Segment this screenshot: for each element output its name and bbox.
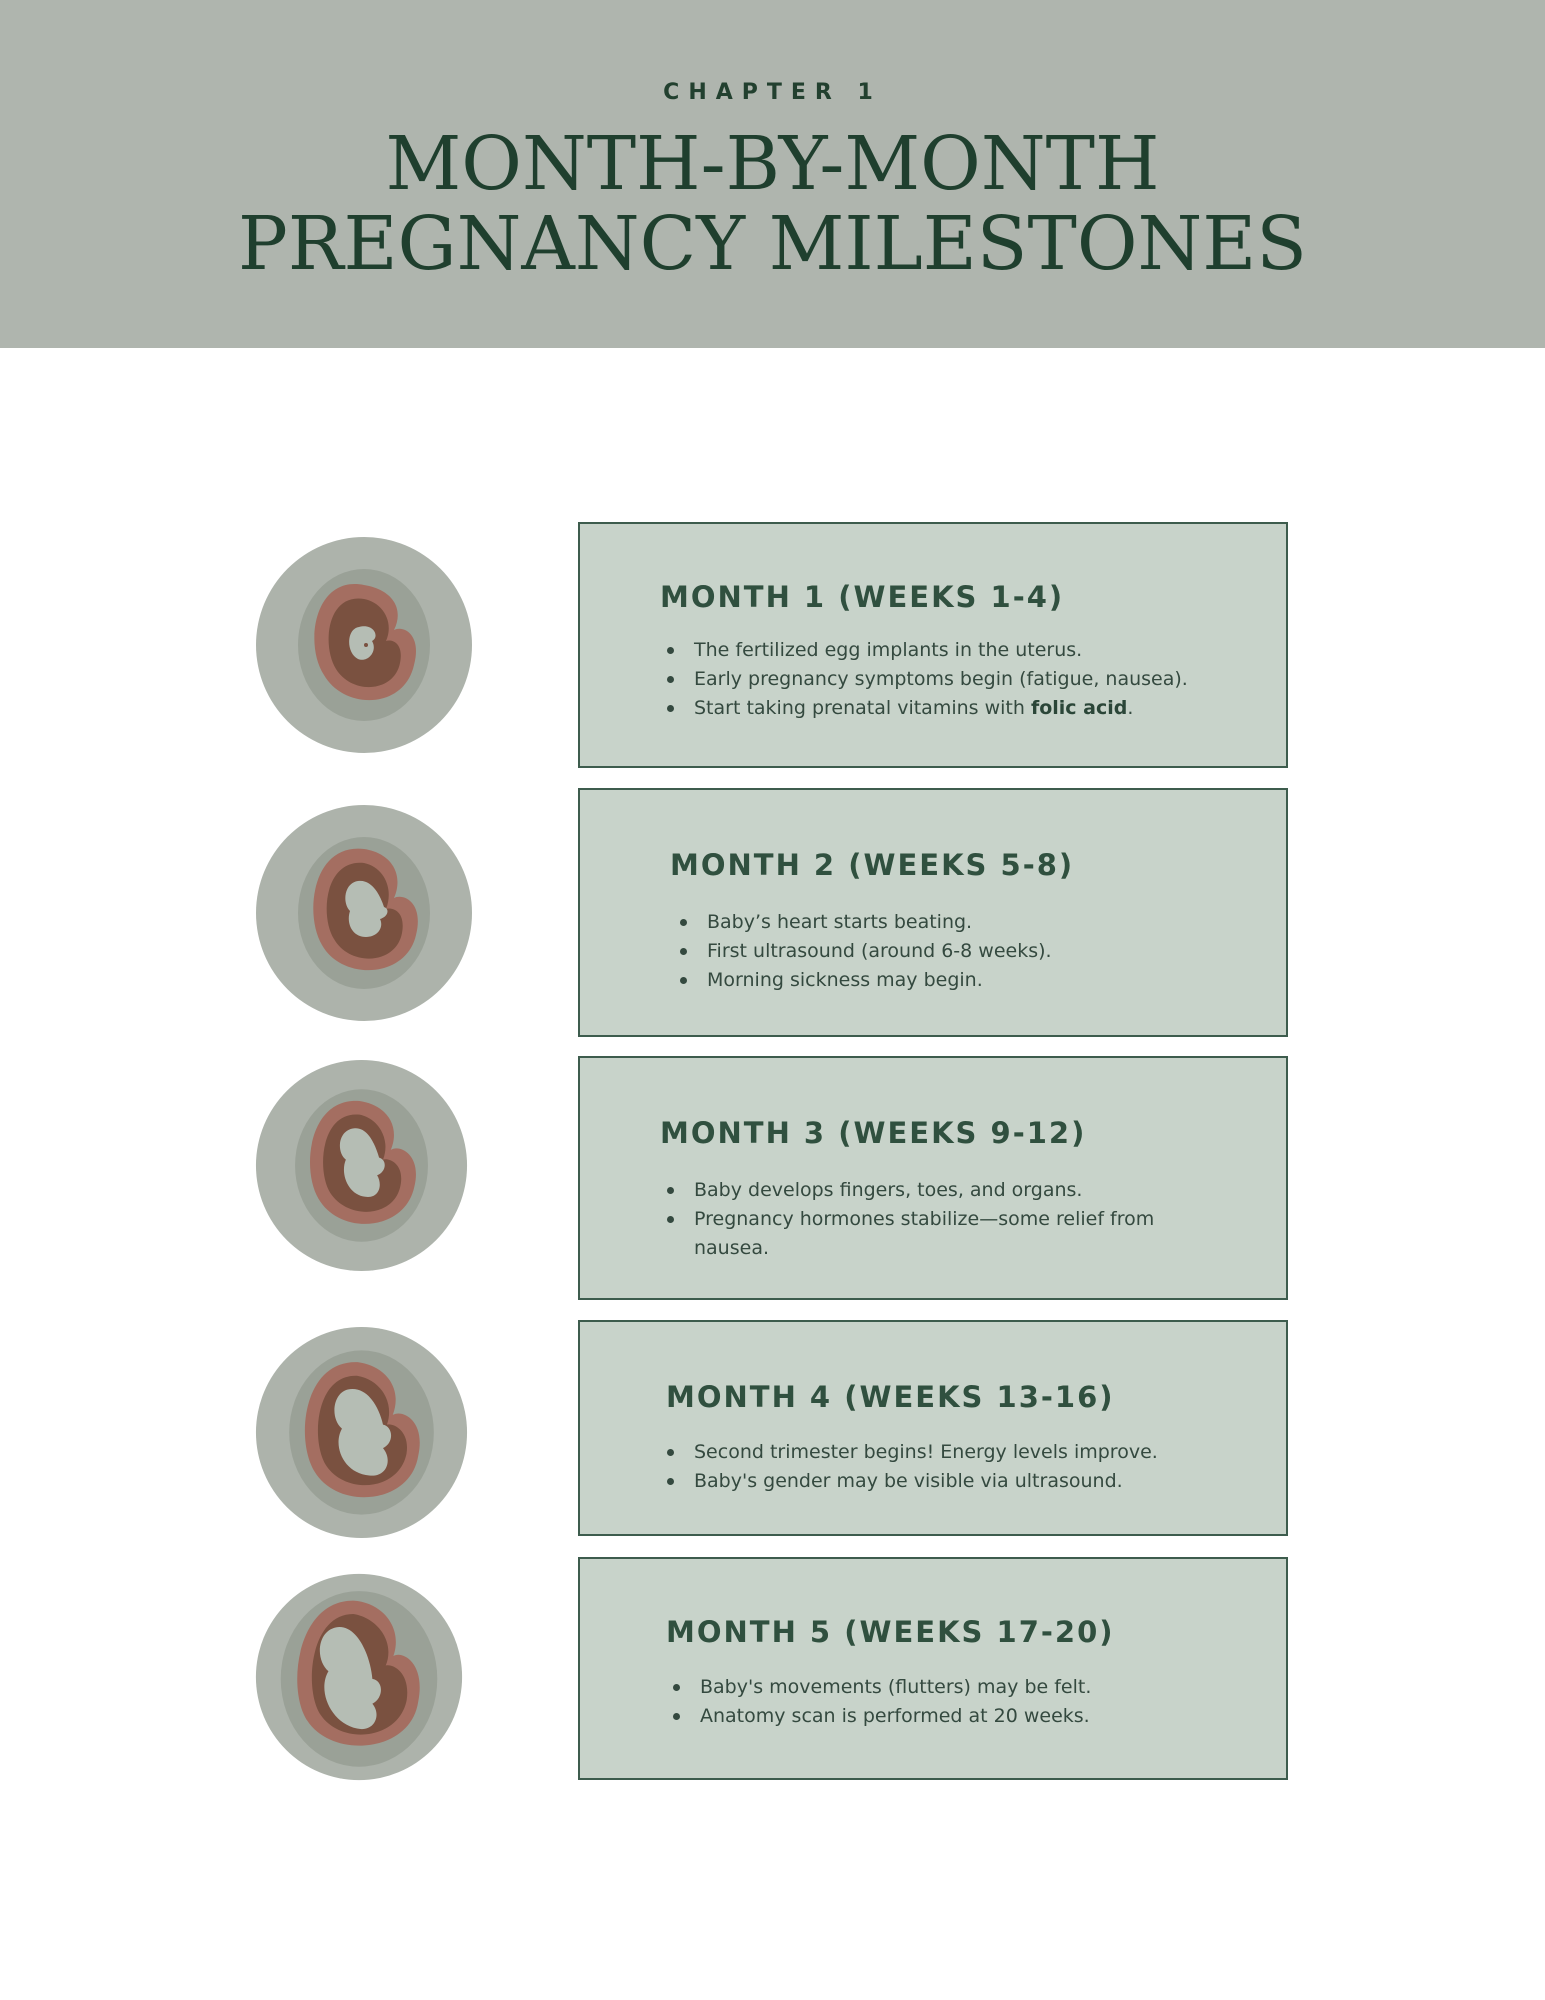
bullet-text: The fertilized egg implants in the uterus. [694,639,1083,661]
fetus-month-2-illustration [254,803,474,1023]
bullet-text: Baby’s heart starts beating. [707,911,973,933]
page-title-line-1: MONTH-BY-MONTH [385,121,1160,207]
list-item [700,1673,1220,1702]
month-5-card [578,1557,1288,1780]
page-title-line-2: PREGNANCY MILESTONES [238,201,1307,287]
list-item [694,1176,1214,1205]
bullet-text: First ultrasound (around 6-8 weeks). [707,940,1052,962]
list-item [694,1205,1214,1263]
bullet-text: Anatomy scan is performed at 20 weeks. [700,1705,1090,1727]
month-5-bullet-list [700,1673,1220,1731]
bullet-text: Morning sickness may begin. [707,969,983,991]
list-item [694,665,1214,694]
month-2-card [578,788,1288,1037]
list-item [694,1438,1214,1467]
bullet-suffix: . [1127,697,1134,719]
list-item [694,1467,1214,1496]
list-item [700,1702,1220,1731]
month-5-title: MONTH 5 (WEEKS 17-20) [666,1615,1115,1649]
bullet-dot [667,1187,674,1194]
month-4-title: MONTH 4 (WEEKS 13-16) [666,1380,1115,1414]
bullet-text: Pregnancy hormones stabilize—some relief from nausea. [694,1208,1155,1259]
month-2-bullet-list [707,908,1227,995]
bullet-dot [667,676,674,683]
fetus-month-4-illustration [254,1325,469,1540]
month-4-card [578,1320,1288,1536]
month-1-bullet-list [694,636,1214,723]
bullet-text: Start taking prenatal vitamins with [694,697,1031,719]
fetus-month-3-illustration [254,1058,469,1273]
bullet-text: Baby's gender may be visible via ultrasound. [694,1470,1123,1492]
bullet-text: Early pregnancy symptoms begin (fatigue, nausea). [694,668,1188,690]
bullet-text: Baby develops fingers, toes, and organs. [694,1179,1083,1201]
bullet-dot [667,705,674,712]
list-item [694,636,1214,665]
month-2-title: MONTH 2 (WEEKS 5-8) [670,848,1075,882]
chapter-label: CHAPTER 1 [663,80,882,105]
month-1-title: MONTH 1 (WEEKS 1-4) [660,580,1065,614]
bullet-dot [667,1478,674,1485]
month-3-card [578,1056,1288,1300]
bullet-dot [667,647,674,654]
month-1-card [578,522,1288,768]
emphasis-text: folic acid [1030,697,1128,719]
bullet-dot [673,1684,680,1691]
list-item [707,937,1227,966]
header-banner [0,0,1545,348]
list-item [707,908,1227,937]
bullet-text: Second trimester begins! Energy levels improve. [694,1441,1158,1463]
list-item [707,966,1227,995]
bullet-dot [680,977,687,984]
month-3-title: MONTH 3 (WEEKS 9-12) [660,1116,1087,1150]
bullet-text: Baby's movements (flutters) may be felt. [700,1676,1092,1698]
page-title [0,121,1545,287]
bullet-dot [680,919,687,926]
fetus-month-5-illustration [254,1572,464,1782]
fetus-month-1-illustration [254,535,474,755]
bullet-dot [667,1216,674,1223]
bullet-dot [680,948,687,955]
month-4-bullet-list [694,1438,1214,1496]
month-3-bullet-list [694,1176,1214,1263]
list-item [694,694,1214,723]
bullet-dot [667,1449,674,1456]
bullet-dot [673,1713,680,1720]
